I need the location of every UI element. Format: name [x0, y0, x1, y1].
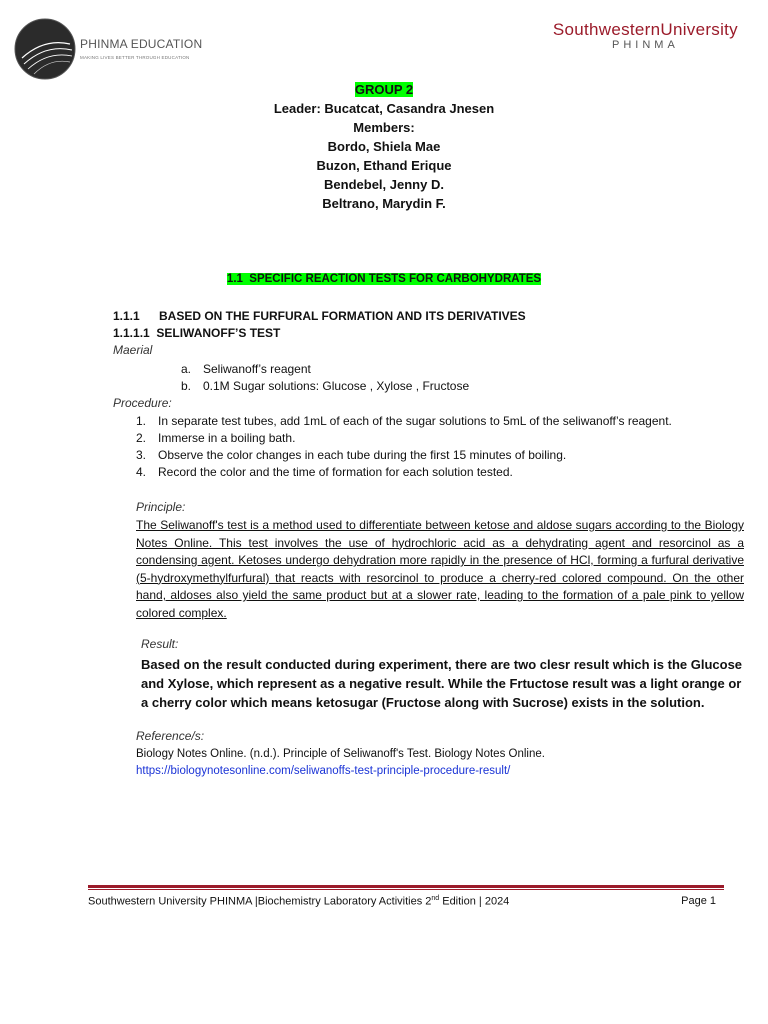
footer-edition: Edition | 2024: [439, 895, 510, 908]
member-name: Bordo, Shiela Mae: [327, 139, 441, 154]
test-heading: 1.1.1.1 SELIWANOFF’S TEST: [113, 326, 281, 340]
brand-sub: PHINMA: [612, 39, 679, 51]
brand-name: SouthwesternUniversity: [552, 20, 738, 39]
logo-tagline: MAKING LIVES BETTER THROUGH EDUCATION: [80, 55, 190, 60]
result-label: Result:: [141, 637, 179, 651]
list-text: Seliwanoff’s reagent: [203, 362, 311, 376]
list-marker: 4.: [136, 465, 147, 479]
result-paragraph: Based on the result conducted during experiment, there are two clesr result which is the Glucose and Xylose, which represent as a negative result. While the Frtuctose result was a light orange or a cherry color which means ketosugar (Fructose along with Sucrose) exists in the solution.: [141, 657, 743, 710]
section-title-wrap: [0, 273, 768, 285]
list-item: [136, 430, 672, 447]
footer-divider: [88, 885, 724, 888]
member-name: Beltrano, Marydin F.: [322, 196, 446, 211]
list-text: In separate test tubes, add 1mL of each of the sugar solutions to 5mL of the seliwanoff’s reagent.: [158, 414, 672, 428]
group-block: [0, 80, 768, 213]
page-number: Page 1: [681, 895, 716, 907]
list-text: 0.1M Sugar solutions: Glucose , Xylose , Fructose: [203, 379, 470, 393]
subsection-heading: [113, 309, 526, 323]
list-marker: b.: [181, 379, 192, 393]
procedure-label: Procedure:: [113, 396, 172, 410]
list-marker: a.: [181, 362, 192, 376]
reference-label: Reference/s:: [136, 729, 205, 743]
list-item: [136, 447, 672, 464]
footer-superscript: nd: [431, 895, 440, 902]
reference-citation: Biology Notes Online. (n.d.). Principle of Seliwanoff's Test. Biology Notes Online.: [136, 748, 545, 760]
logo-name: PHINMA EDUCATION: [80, 37, 203, 51]
list-item: [181, 378, 469, 395]
reference-link[interactable]: https://biologynotesonline.com/seliwanoffs-test-principle-procedure-result/: [136, 765, 511, 777]
members-label: Members:: [353, 120, 415, 135]
principle-label: Principle:: [136, 500, 186, 514]
list-text: Immerse in a boiling bath.: [158, 431, 296, 445]
southwestern-university-brand: [553, 20, 738, 51]
principle-paragraph: The Seliwanoff's test is a method used to differentiate between ketose and aldose sugars according to the Biology Notes Online. This test involves the use of hydrochloric acid as a dehydrating agent and resorcinol as a condensing agent. Ketoses undergo dehydration more rapidly in the presence of HCl, forming a furfural derivative (5-hydroxymethylfurfural) that reacts with resorcinol to produce a cherry-red colored compound. On the other hand, aldoses also yield the same product but at a slower rate, leading to the formation of a pale pink to yellow colored complex.: [136, 518, 744, 620]
member-name: Bendebel, Jenny D.: [324, 177, 444, 192]
list-text: Record the color and the time of formation for each solution tested.: [158, 465, 513, 479]
procedure-list: [136, 413, 672, 481]
phinma-globe-icon: [14, 18, 76, 80]
material-list: [181, 361, 469, 395]
list-item: [136, 413, 672, 430]
group-leader: Leader: Bucatcat, Casandra Jnesen: [273, 101, 495, 116]
subsection-number: 1.1.1: [113, 309, 140, 323]
member-name: Buzon, Ethand Erique: [316, 158, 452, 173]
material-label: Maerial: [113, 343, 153, 357]
footer-divider-thin: [88, 889, 724, 890]
reference-entry: [136, 746, 556, 780]
list-marker: 1.: [136, 414, 147, 428]
phinma-education-logo: [14, 18, 214, 80]
footer-title: Southwestern University PHINMA |Biochemistry Laboratory Activities 2: [88, 895, 432, 908]
list-marker: 2.: [136, 431, 147, 445]
list-text: Observe the color changes in each tube during the first 15 minutes of boiling.: [158, 448, 567, 462]
list-item: [181, 361, 469, 378]
group-title: GROUP 2: [354, 82, 414, 97]
list-marker: 3.: [136, 448, 147, 462]
section-title: 1.1 SPECIFIC REACTION TESTS FOR CARBOHYDRATES: [226, 273, 542, 285]
list-item: [136, 464, 672, 481]
footer-text: [88, 895, 509, 908]
subsection-title: BASED ON THE FURFURAL FORMATION AND ITS DERIVATIVES: [159, 309, 526, 323]
